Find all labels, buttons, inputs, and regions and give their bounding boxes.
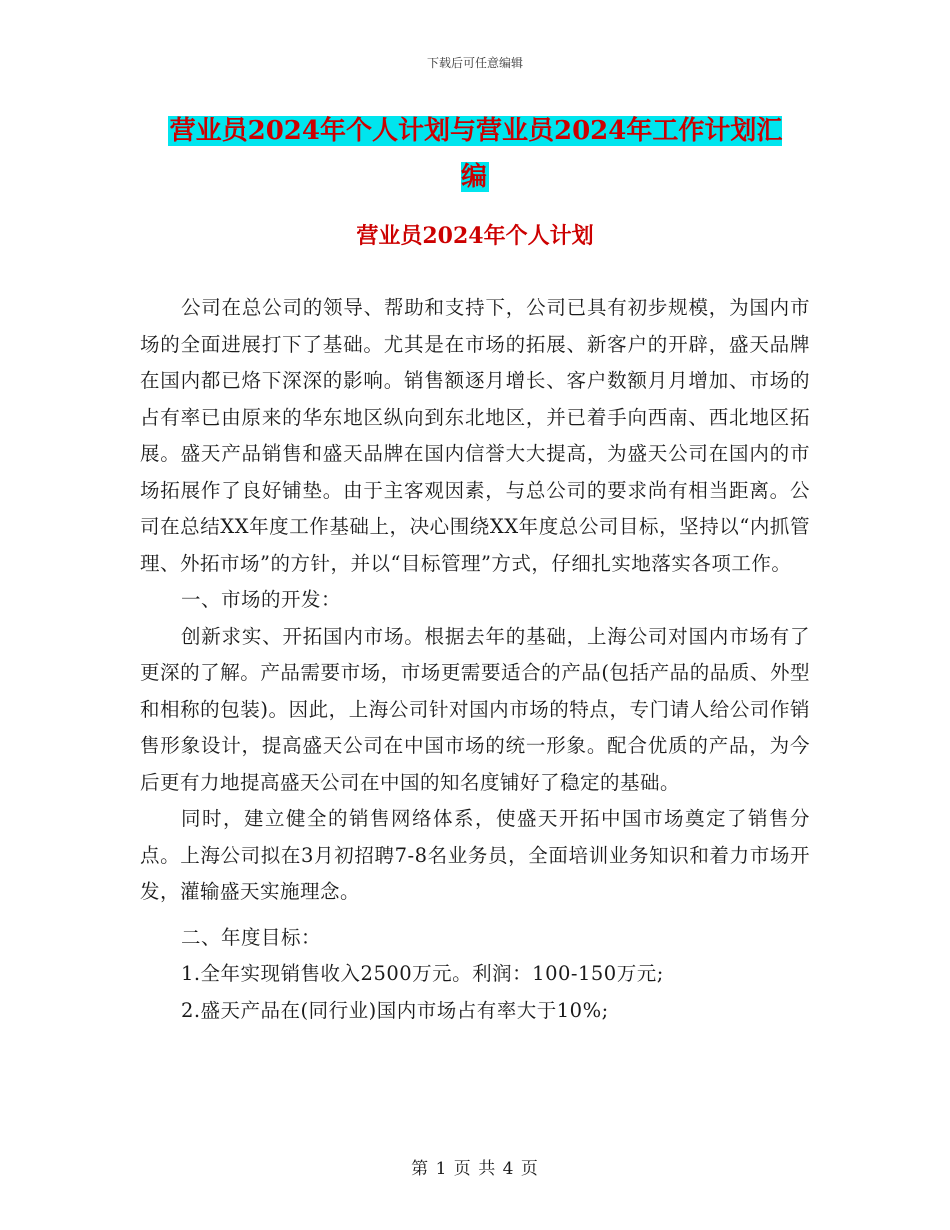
section-title: 营业员2024年个人计划	[356, 223, 594, 249]
body-paragraph: 公司在总公司的领导、帮助和支持下，公司已具有初步规模，为国内市场的全面进展打下了基础。尤其是在市场的拓展、新客户的开辟，盛天品牌在国内都已烙下深深的影响。销售额逐月增长、客户数额月月增加、市场的占有率已由原来的华东地区纵向到东北地区，并已着手向西南、西北地区拓展。盛天产品销售和盛天品牌在国内信誉大大提高，为盛天公司在国内的市场拓展作了良好铺垫。由于主客观因素，与总公司的要求尚有相当距离。公司在总结XX年度工作基础上，决心围绕XX年度总公司目标，坚持以“内抓管理、外拓市场”的方针，并以“目标管理”方式，仔细扎实地落实各项工作。	[140, 296, 810, 575]
heading-market-development: 一、市场的开发：	[180, 588, 341, 611]
page-header-note: 下载后可任意编辑	[426, 56, 523, 70]
document-title-text: 营业员2024年个人计划与营业员2024年工作计划汇编	[169, 116, 783, 192]
body-paragraph: 创新求实、开拓国内市场。根据去年的基础，上海公司对国内市场有了更深的了解。产品需要市场，市场更需要适合的产品(包括产品的品质、外型和相称的包装)。因此，上海公司针对国内市场的特点，专门请人给公司作销售形象设计，提高盛天公司在中国市场的统一形象。配合优质的产品，为今后更有力地提高盛天公司在中国的知名度铺好了稳定的基础。	[140, 624, 810, 794]
goal-item: 1.全年实现销售收入2500万元。利润：100-150万元;	[180, 962, 664, 985]
page-number-footer: 第 1 页 共 4 页	[411, 1159, 539, 1179]
document-title	[160, 108, 790, 200]
document-body	[140, 290, 810, 1029]
goal-item: 2.盛天产品在(同行业)国内市场占有率大于10%;	[180, 998, 609, 1022]
heading-annual-goals: 二、年度目标：	[180, 925, 321, 949]
body-paragraph: 同时，建立健全的销售网络体系，使盛天开拓中国市场奠定了销售分点。上海公司拟在3月初招聘7-8名业务员，全面培训业务知识和着力市场开发，灌输盛天实施理念。	[140, 807, 810, 903]
